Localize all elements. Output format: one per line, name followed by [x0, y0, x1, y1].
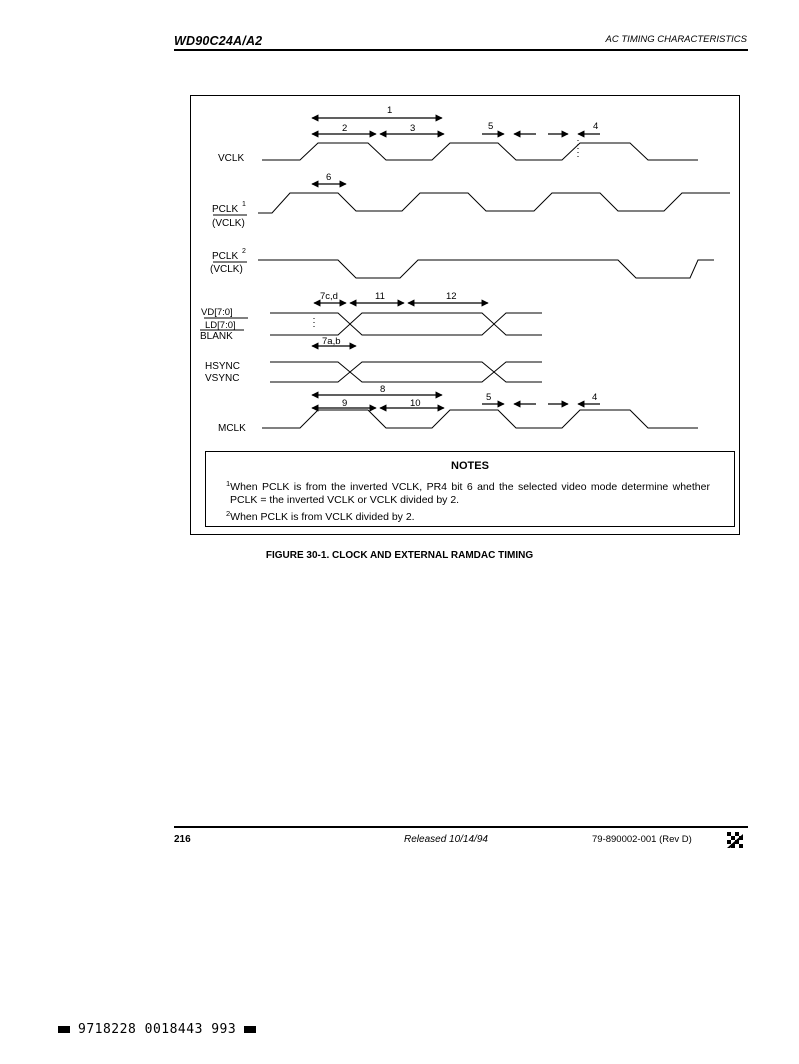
- waveform-pclk2: [258, 260, 714, 278]
- timing-label-12: 12: [446, 291, 457, 302]
- waveform-hsync-lower: [270, 372, 542, 382]
- note-1: [226, 477, 710, 507]
- signal-label-ld: LD[7:0]: [205, 320, 236, 331]
- header-section: AC TIMING CHARACTERISTICS: [605, 34, 747, 45]
- wd-logo-icon: [727, 832, 743, 850]
- notes-title: NOTES: [451, 460, 489, 472]
- scan-barcode: [58, 1022, 256, 1037]
- signal-label-hsync: HSYNC: [205, 361, 241, 372]
- signal-label-pclk1: PCLK: [212, 204, 239, 215]
- barcode-text: 9718228 0018443 993: [78, 1022, 237, 1037]
- footer-rule: [174, 826, 748, 828]
- timing-label-9: 9: [342, 398, 348, 409]
- signal-label-pclk1-sub: (VCLK): [212, 218, 245, 229]
- signal-label-vsync: VSYNC: [205, 373, 240, 384]
- timing-label-3: 3: [410, 123, 416, 134]
- note-2-marker: 2: [226, 509, 231, 518]
- signal-label-pclk2-sup: 2: [242, 248, 246, 255]
- signal-label-pclk1-sup: 1: [242, 201, 246, 208]
- signal-label-mclk: MCLK: [218, 423, 246, 434]
- timing-label-11: 11: [375, 291, 385, 302]
- document-number: 79-890002-001 (Rev D): [592, 834, 692, 845]
- signal-label-vd: VD[7:0]: [201, 307, 233, 318]
- timing-label-7ab: 7a,b: [322, 336, 341, 347]
- barcode-block-right: [244, 1026, 256, 1033]
- timing-label-1: 1: [387, 105, 393, 116]
- signal-label-vclk: VCLK: [218, 153, 245, 164]
- waveform-hsync-upper: [270, 362, 542, 372]
- signal-label-pclk2-sub: (VCLK): [210, 264, 243, 275]
- signal-label-blank: BLANK: [200, 331, 233, 342]
- timing-label-10: 10: [410, 398, 421, 409]
- timing-label-8: 8: [380, 384, 386, 395]
- release-date: Released 10/14/94: [404, 834, 488, 845]
- timing-label-mclk-4: 4: [592, 392, 598, 403]
- timing-label-4: 4: [593, 121, 599, 132]
- header-title: WD90C24A/A2: [174, 34, 263, 48]
- note-1-marker: 1: [226, 479, 231, 488]
- timing-label-7cd: 7c,d: [320, 291, 338, 302]
- note-1-text: When PCLK is from the inverted VCLK, PR4 bit 6 and the selected video mode determine whether PCLK = the inverted VCLK or VCLK divided by 2.: [230, 481, 710, 506]
- notes-box: [205, 451, 735, 527]
- waveform-vd-upper: [270, 313, 542, 324]
- note-2: [226, 507, 710, 524]
- waveform-pclk1: [258, 193, 730, 213]
- figure-caption: FIGURE 30-1. CLOCK AND EXTERNAL RAMDAC TIMING: [265, 550, 534, 561]
- note-2-text: When PCLK is from VCLK divided by 2.: [230, 511, 415, 523]
- waveform-mclk: [262, 410, 698, 428]
- page-number: 216: [174, 834, 191, 845]
- barcode-block-left: [58, 1026, 70, 1033]
- waveform-vd-lower: [270, 324, 542, 335]
- signal-label-pclk2: PCLK: [212, 251, 239, 262]
- timing-label-6: 6: [326, 172, 332, 183]
- timing-label-mclk-5: 5: [486, 392, 492, 403]
- timing-label-5: 5: [488, 121, 494, 132]
- waveform-vclk: [262, 143, 698, 160]
- timing-label-2: 2: [342, 123, 348, 134]
